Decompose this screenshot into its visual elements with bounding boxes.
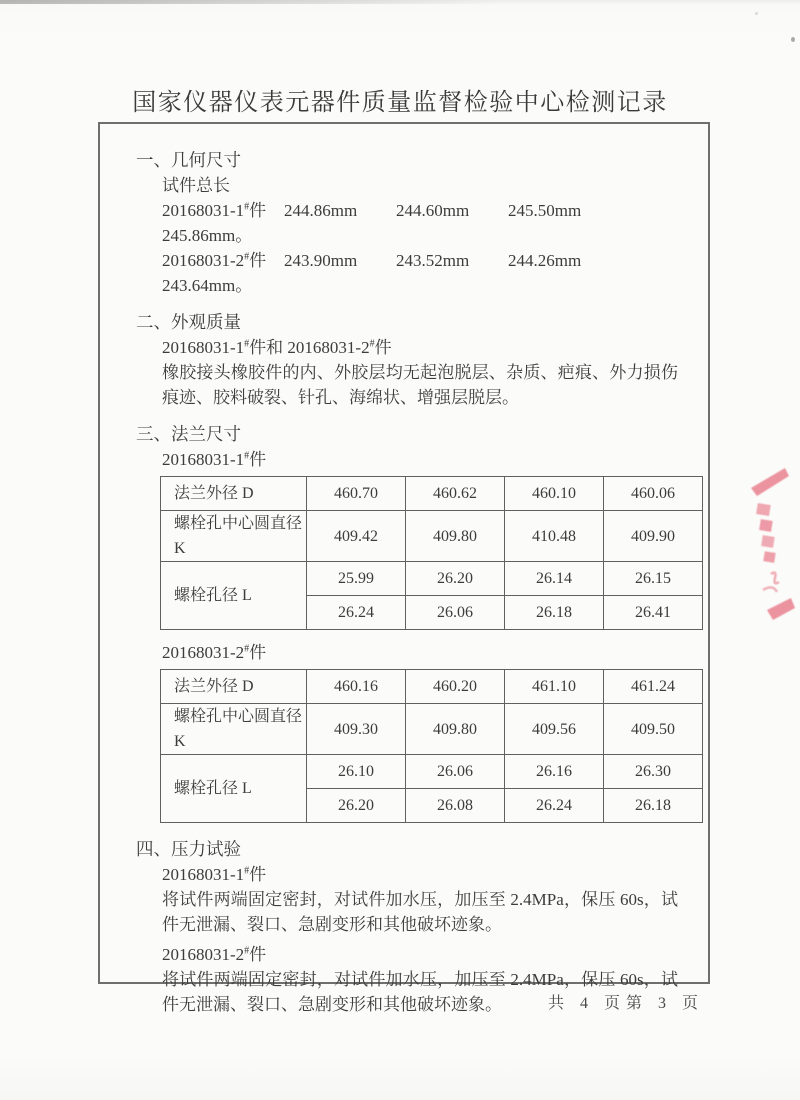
- flange-table1-label: 20168031-1#件: [162, 450, 267, 469]
- scan-artifact-edge: [0, 0, 496, 4]
- red-stamp: [733, 462, 797, 632]
- hash-superscript: #: [244, 338, 250, 350]
- appearance-body-text: 橡胶接头橡胶件的内、外胶层均无起泡脱层、杂质、疤痕、外力损伤痕迹、胶料破裂、针孔、海绵状、增强层脱层。: [162, 363, 678, 407]
- table-cell: 409.50: [604, 704, 703, 755]
- table-cell: 26.08: [406, 789, 505, 823]
- table-row: [161, 562, 703, 596]
- measurement-value: 244.86mm: [284, 201, 358, 220]
- measurement-value: 243.52mm: [396, 251, 470, 270]
- measurement-row-specimen2: [162, 248, 708, 298]
- table-cell: 26.14: [505, 562, 604, 596]
- appearance-specimens: 20168031-1#件和 20168031-2#件: [162, 338, 392, 357]
- scan-speck: [791, 37, 795, 42]
- section-heading-geometry: 一、几何尺寸: [136, 150, 241, 170]
- geometry-subheading: 试件总长: [162, 176, 230, 195]
- table-cell: 26.24: [307, 596, 406, 630]
- row-label: 法兰外径 D: [161, 477, 307, 511]
- table-cell: 409.80: [406, 511, 505, 562]
- row-label: 螺栓孔径 L: [161, 562, 307, 630]
- table-row: [161, 670, 703, 704]
- hash-superscript: #: [244, 201, 250, 213]
- table-row: [161, 477, 703, 511]
- table-cell: 460.70: [307, 477, 406, 511]
- table-cell: 409.30: [307, 704, 406, 755]
- table-row: [161, 755, 703, 789]
- measurement-value: 245.86mm。: [162, 226, 253, 245]
- table-cell: 461.24: [604, 670, 703, 704]
- table-cell: 26.20: [406, 562, 505, 596]
- hash-superscript: #: [244, 450, 250, 462]
- table-cell: 26.41: [604, 596, 703, 630]
- table-cell: 26.24: [505, 789, 604, 823]
- flange-table-specimen2: [160, 669, 703, 823]
- table-cell: 26.06: [406, 596, 505, 630]
- table-cell: 409.90: [604, 511, 703, 562]
- row-label: 螺栓孔径 L: [161, 755, 307, 823]
- table-cell: 26.10: [307, 755, 406, 789]
- page-title: 国家仪器仪表元器件质量监督检验中心检测记录: [132, 90, 668, 116]
- table-row: [161, 511, 703, 562]
- table-row: [161, 704, 703, 755]
- hash-superscript: #: [369, 338, 375, 350]
- hash-superscript: #: [244, 945, 250, 957]
- specimen-id: 20168031-1#件: [162, 201, 267, 220]
- table-cell: 460.20: [406, 670, 505, 704]
- row-label: 螺栓孔中心圆直径 K: [161, 704, 307, 755]
- table-cell: 409.80: [406, 704, 505, 755]
- pressure-paragraph-2: 将试件两端固定密封，对试件加水压，加压至 2.4MPa，保压 60s，试件无泄漏、裂口、急剧变形和其他破坏迹象。: [162, 970, 678, 1014]
- table-cell: 26.20: [307, 789, 406, 823]
- table-cell: 26.15: [604, 562, 703, 596]
- page-number-footer: 共 4 页第 3 页: [547, 995, 704, 1012]
- table-cell: 460.06: [604, 477, 703, 511]
- hash-superscript: #: [244, 251, 250, 263]
- table-cell: 26.18: [604, 789, 703, 823]
- pressure-specimen1-label: 20168031-1#件: [162, 865, 267, 884]
- table-cell: 460.16: [307, 670, 406, 704]
- table-cell: 460.62: [406, 477, 505, 511]
- table-cell: 460.10: [505, 477, 604, 511]
- pressure-paragraph-1: 将试件两端固定密封，对试件加水压，加压至 2.4MPa，保压 60s，试件无泄漏、裂口、急剧变形和其他破坏迹象。: [162, 890, 678, 934]
- hash-superscript: #: [244, 643, 250, 655]
- table-cell: 409.42: [307, 511, 406, 562]
- section-heading-appearance: 二、外观质量: [136, 312, 241, 332]
- measurement-value: 245.50mm: [508, 201, 582, 220]
- hash-superscript: #: [244, 865, 250, 877]
- table-cell: 26.18: [505, 596, 604, 630]
- table-cell: 410.48: [505, 511, 604, 562]
- table-cell: 409.56: [505, 704, 604, 755]
- flange-table2-label: 20168031-2#件: [162, 643, 267, 662]
- table-cell: 26.16: [505, 755, 604, 789]
- row-label: 螺栓孔中心圆直径 K: [161, 511, 307, 562]
- scan-speck: [755, 12, 758, 15]
- measurement-value: 243.64mm。: [162, 276, 253, 295]
- measurement-value: 244.26mm: [508, 251, 582, 270]
- specimen-id: 20168031-2#件: [162, 251, 267, 270]
- measurement-value: 244.60mm: [396, 201, 470, 220]
- measurement-value: 243.90mm: [284, 251, 358, 270]
- pressure-specimen2-label: 20168031-2#件: [162, 945, 267, 964]
- table-cell: 25.99: [307, 562, 406, 596]
- flange-table-specimen1: [160, 476, 703, 630]
- measurement-row-specimen1: [162, 198, 708, 248]
- section-heading-flange: 三、法兰尺寸: [136, 424, 241, 444]
- row-label: 法兰外径 D: [161, 670, 307, 704]
- section-heading-pressure: 四、压力试验: [136, 839, 241, 859]
- table-cell: 26.06: [406, 755, 505, 789]
- table-cell: 461.10: [505, 670, 604, 704]
- table-cell: 26.30: [604, 755, 703, 789]
